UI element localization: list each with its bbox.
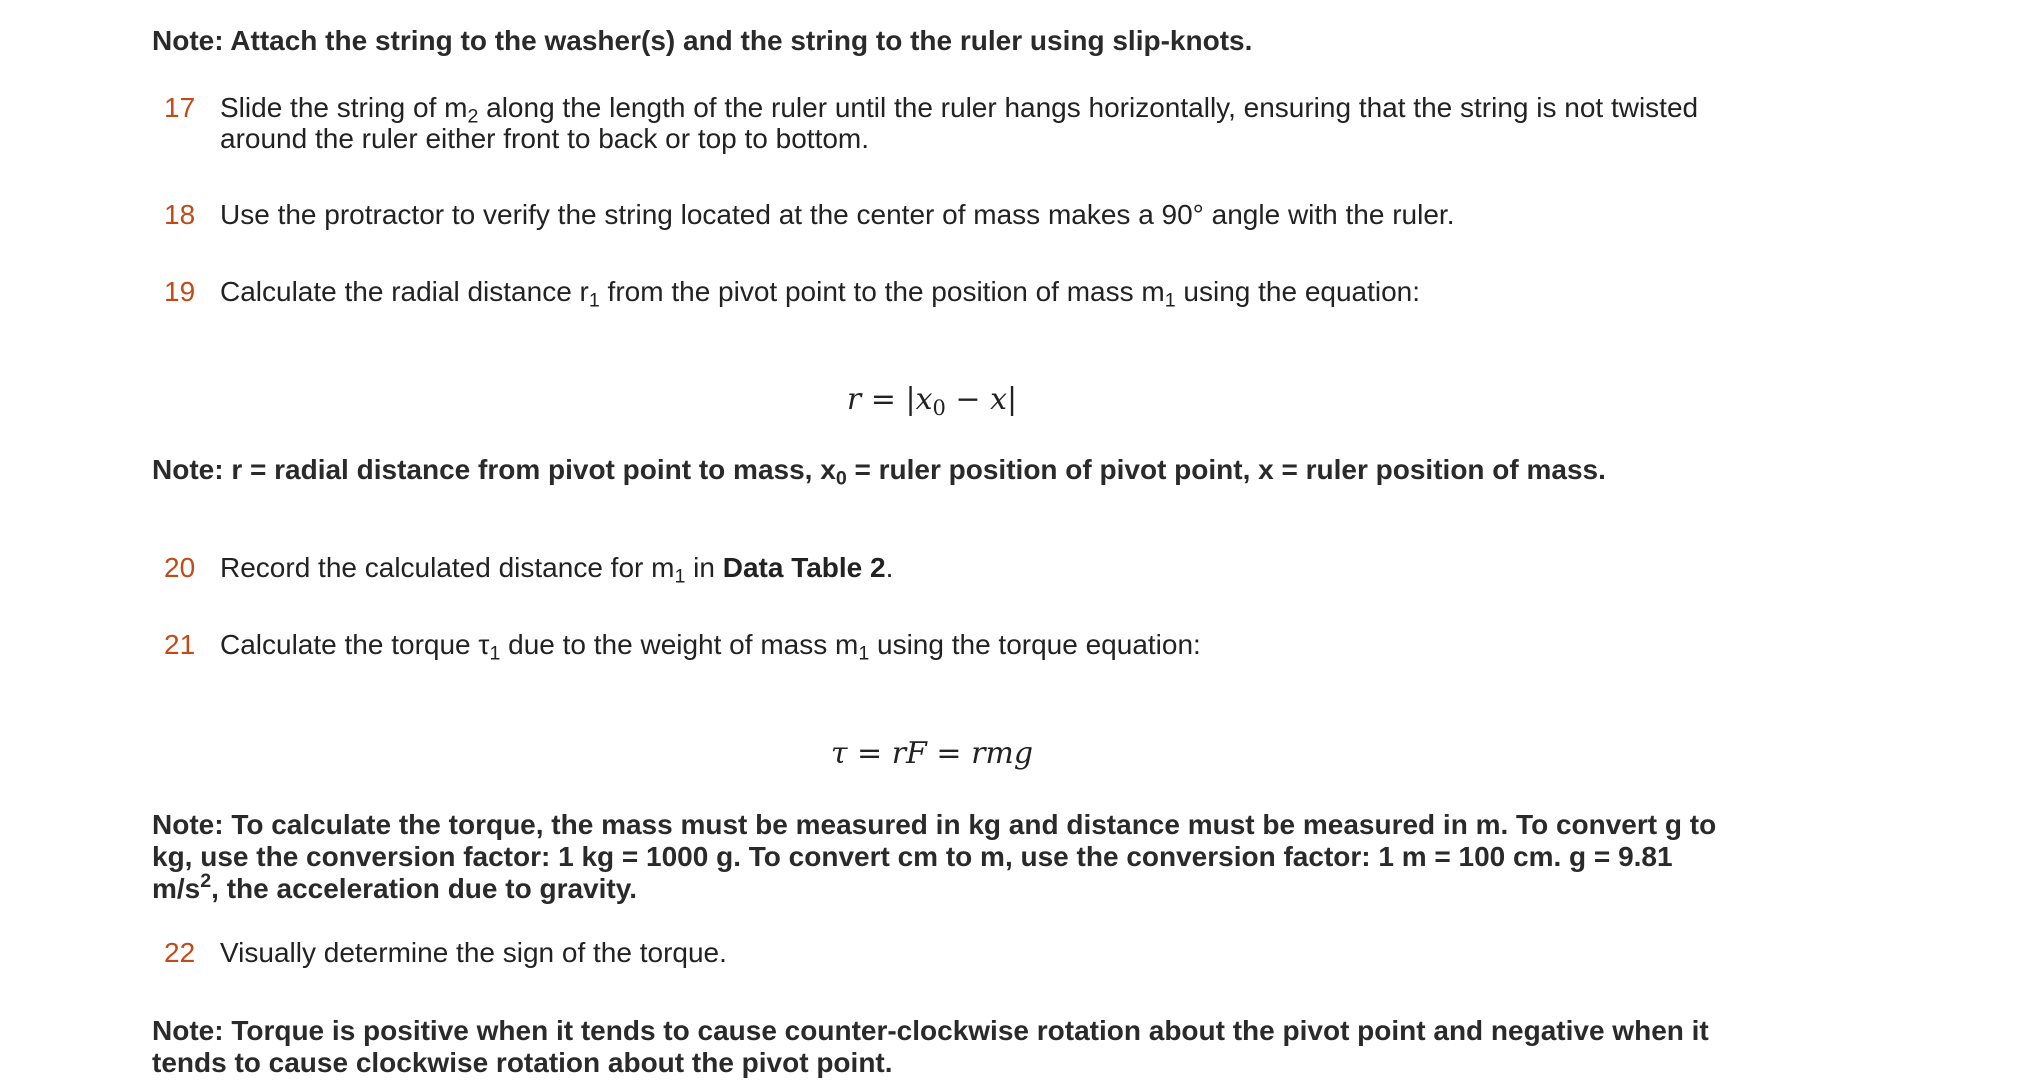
step-text: Slide the string of $m_2$ along the length of the ruler until the ruler hangs horizontally, ensuring that the string is not twisted around the ruler either front to back or top to bottom.: [220, 92, 1699, 154]
step-number: 19: [164, 276, 196, 307]
step-number: 20: [164, 552, 196, 583]
step-text: Use the protractor to verify the string located at the center of mass makes a 90° angle with the ruler.: [220, 199, 1455, 230]
note-radial-definition: Note: r = radial distance from pivot point to mass, $x_0$ = ruler position of pivot point, x = ruler position of mass.: [152, 454, 1606, 490]
note-slip-knots: Note: Attach the string to the washer(s) and the string to the ruler using slip-knots.: [152, 25, 1253, 56]
note-units-conversion: Note: To calculate the torque, the mass must be measured in kg and distance must be measured in m. To convert g to kg, use the conversion factor: 1 kg = 1000 g. To convert cm to m, use the conversion factor: 1 m = 100 cm. g = 9.81 $m/s^2$, the acceleration due to gravity.: [152, 809, 1717, 904]
step-text: Record the calculated distance for $m_1$ in Data Table 2.: [220, 552, 894, 588]
step-number: 22: [164, 937, 196, 968]
step-number: 18: [164, 199, 196, 230]
equation-torque: τ = rF = rmg: [830, 736, 1034, 771]
step-text: Calculate the torque $\tau_1$ due to the weight of mass $m_1$ using the torque equation:: [220, 629, 1201, 665]
data-table-ref: Data Table 2: [722, 552, 886, 583]
note-torque-sign: Note: Torque is positive when it tends to cause counter-clockwise rotation about the pivot point and negative when it tends to cause clockwise rotation about the pivot point.: [152, 1015, 1709, 1078]
step-number: 17: [164, 92, 196, 123]
step-text: Visually determine the sign of the torque.: [220, 937, 727, 968]
step-text: Calculate the radial distance $r_1$ from the pivot point to the position of mass $m_1$ using the equation:: [220, 276, 1421, 312]
equation-radial-distance: $r = |x_0 - x|$: [846, 382, 1018, 420]
step-number: 21: [164, 629, 196, 660]
